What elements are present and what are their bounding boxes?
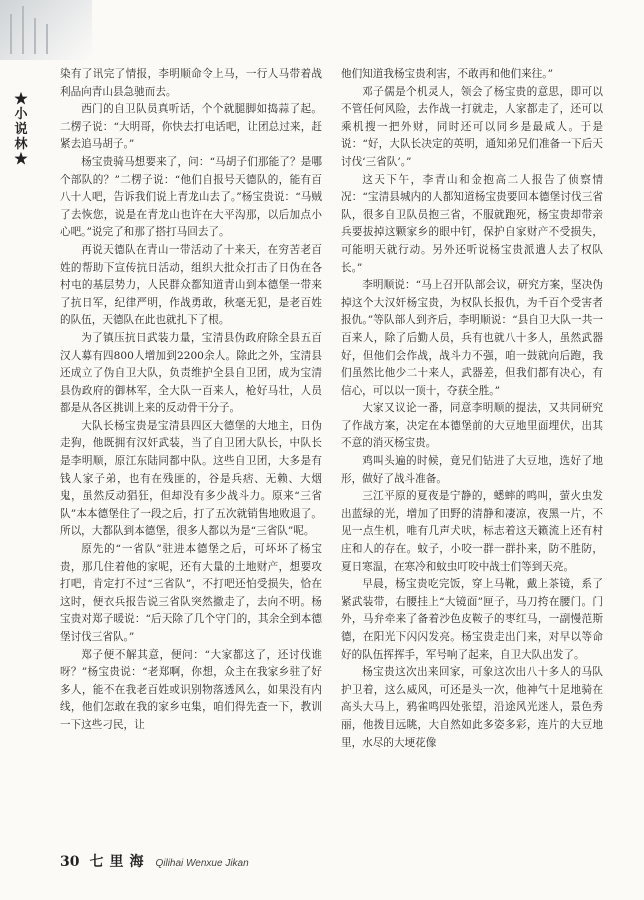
- paragraph: 李明顺说：“马上召开队部会议，研究方案，坚决伪掉这个大汉奸杨宝贵，为权队长报仇，为千百个受害者报仇。”等队部人到齐后，李明顺说：“县自卫大队一共一百来人，除了后勤人员，兵有也就八十多人，虽然武器好，但他们会作战，战斗力不强，咱一鼓就向后跑，我们虽然比他少二十来人，武器差，但我们都有决心，有信心，可以以一顶十，夺获全胜。”: [341, 279, 603, 397]
- paragraph: 杨宝贵这次出来回家，可象这次出八十多人的马队护卫着，这么威风，可还是头一次，他神气十足地骑在高头大马上，鸦雀鸣四处张望，沿途风光迷人，景色秀丽，他拨目远眺，大自然如此多姿多彩，连片的大豆地里，水尽的大埂花像: [341, 666, 603, 749]
- paragraph: 郑子便不解其意，便问：“大家都这了，还讨伐谁呀？”杨宝贵说：“老郑啊，你想，众主在我家乡驻了好多人，能不在我老百姓或识别物落透风么，如果没有内线，他们怎敢在我的家乡屯集，咱们得先查一下，教训一下这些刁民，让: [60, 648, 322, 731]
- paragraph: 鸡叫头遍的时候，竟兄们钻进了大豆地，选好了地形，做好了战斗准备。: [341, 455, 603, 485]
- corner-decoration: [0, 0, 92, 60]
- paragraph: 原先的“一省队”驻进本德堡之后，可坏坏了杨宝贵，那几住着他的家呢，还有大量的土地财产，想要攻打吧，肯定打不过“三省队”，不打吧还怕受损失，恰在这时，便衣兵报告说三省队突然撤走了，去向不明。杨宝贵对郑子暖说：“后天除了几个守门的，其余全到本德堡讨伐三省队。”: [60, 543, 322, 643]
- paragraph: 杨宝贵骑马想要来了，问：“马胡子们那能了？是哪个部队的？”二楞子说：“他们自报号天德队的，能有百八十人吧，告诉我们说上青龙山去了。”杨宝贵说：“马贼了去恢您，说是在青龙山也许在大平沟那，以后加点小心吧。”说完了和那了搭打马回去了。: [60, 155, 322, 239]
- paragraph: 再说天德队在青山一带活动了十来天，在穷苦老百姓的帮助下宣传抗日活动，组织大批众打击了日伪在各村屯的基层势力，人民群众都知道青山到本德堡一带来了抗日军，纪律严明，作战勇敢，秋毫无犯，是老百姓的队伍，天德队在此也就扎下了根。: [60, 243, 322, 327]
- page-number: 30: [60, 854, 80, 870]
- paragraph: 为了镇压抗日武装力量，宝清县伪政府除全县五百汉人募有四800人增加到2200余人。除此之外，宝清县还成立了伪自卫大队，负责维护全县自卫团，成为宝清县伪政府的御林军，全大队一百来人，枪好马壮，人员都是从各区挑训上来的反动骨干分子。: [60, 331, 322, 415]
- paragraph: 早晨，杨宝贵吃完饭，穿上马靴，戴上茶镜，系了紧武装带，右腰挂上“大镜面”匣子，马刀挎在腰门。门外，马弁牵来了备着沙色皮鞍子的枣红马，一副慢范斯德，在阳光下闪闪发亮。杨宝贵走出门来，对早以等命好的队伍挥挥手，军号响了起来，自卫大队出发了。: [341, 578, 603, 661]
- section-label: ★小说林★: [14, 92, 28, 167]
- paragraph: 大队长杨宝贵是宝清县四区大德堡的大地主，日伪走狗，他既拥有汉奸武装，当了自卫团大队长，中队长是李明顺，原江东陆同都中队。这些自卫团，大多是有钱人家子弟，也有在残匪的，谷是兵痞、无赖、大烟鬼，虽然反动猖狂，但却没有多少战斗力。原来“三省队”本本德堡住了一段之后，打了五次就销售地败退了。所以，大都队到本德堡，很多人都以为是“三省队”呢。: [60, 419, 322, 538]
- paragraph: 染有了讯完了情报，李明顺命令上马，一行人马带着战利品向青山县急驰而去。: [60, 68, 322, 98]
- paragraph: 这天下午，李青山和金抱高二人报告了侦察情况：“宝清县城内的人都知道杨宝贵要回本德堡讨伐三省队，很多自卫队员抱三省，不服就跑死，杨宝贵却带亲兵要拔掉这颗家乡的眼中钉，保护自家财产不受损失，可能明天就行动。另外还听说杨宝贵派遣人去了权队长。”: [341, 173, 603, 274]
- paragraph: 大家又议论一番，同意李明顺的提法，又共同研究了作战方案，决定在本德堡前的大豆地里面埋伏，出其不意的消灭杨宝贵。: [341, 402, 603, 450]
- paragraph: 他们知道我杨宝贵利害，不敢再和他们来往。”: [341, 68, 553, 80]
- left-column: [60, 66, 322, 838]
- paragraph: 邓子儒是个机灵人，领会了杨宝贵的意思，即可以不管任何风险，去作战一打就走，人家都走了，还可以乘机搜一把外财，同时还可以同乡是最咸人。于是说：“好，大队长决定的英明，通知弟兄们准备一下后天讨伐‘三省队’。”: [341, 85, 603, 168]
- paragraph: 三江平原的夏夜是宁静的，蟋蟀的鸣叫，萤火虫发出蓝绿的光，增加了田野的清静和凄凉，夜黑一片，不见一点生机，唯有几声犬吠，标志着这天籁流上还有村庄和人的存在。蚊子，小咬一群一群扑来，防不胜防，夏日寒温，在寒冷和蚊虫叮咬中战士们等到天亮。: [341, 490, 603, 573]
- journal-name: 七里海: [89, 854, 150, 870]
- paragraph: 西门的自卫队员真听话，个个就腿脚如捣蒜了起。二楞子说：“大明哥，你快去打电话吧，让团总过来，赶紧去追马胡子。”: [60, 103, 322, 151]
- right-column: [341, 66, 603, 838]
- page-footer: [60, 851, 360, 871]
- journal-pinyin: Qilihai Wenxue Jikan: [155, 858, 249, 869]
